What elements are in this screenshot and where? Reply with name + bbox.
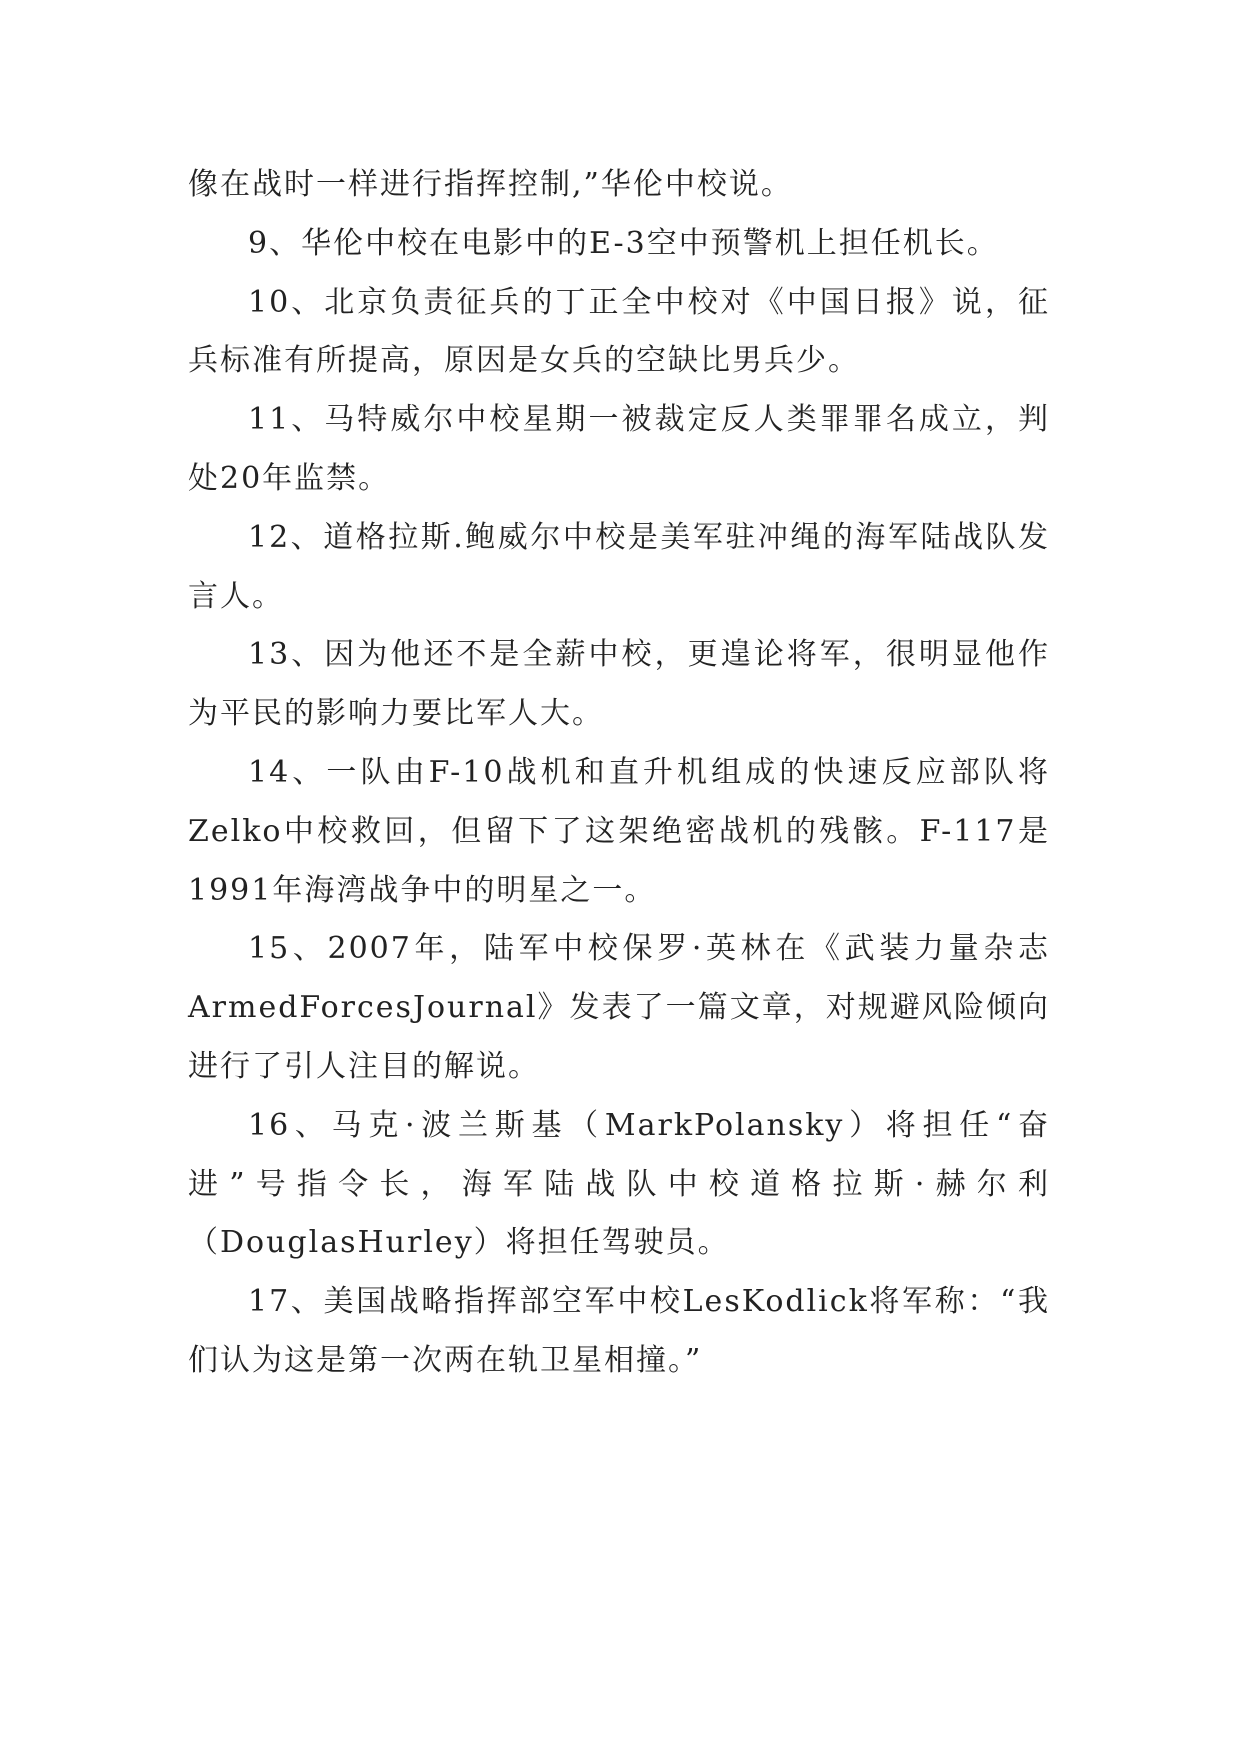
paragraph-11: 11、马特威尔中校星期一被裁定反人类罪罪名成立，判处20年监禁。: [188, 402, 1050, 496]
paragraph-10: 10、北京负责征兵的丁正全中校对《中国日报》说，征兵标准有所提高，原因是女兵的空缺比男兵少。: [188, 284, 1050, 379]
paragraph-13: 13、因为他还不是全薪中校，更遑论将军，很明显他作为平民的影响力要比军人大。: [188, 637, 1050, 732]
paragraph-9: 9、华伦中校在电影中的E-3空中预警机上担任机长。: [248, 225, 999, 261]
paragraph-14: 14、一队由F-10战机和直升机组成的快速反应部队将Zelko中校救回，但留下了这架绝密战机的残骸。F-117是1991年海湾战争中的明星之一。: [188, 754, 1050, 908]
paragraph-15: 15、2007年，陆军中校保罗·英林在《武装力量杂志ArmedForcesJournal》发表了一篇文章，对规避风险倾向进行了引人注目的解说。: [188, 931, 1050, 1084]
paragraph-17: 17、美国战略指挥部空军中校LesKodlick将军称：“我们认为这是第一次两在轨卫星相撞。”: [188, 1284, 1050, 1378]
body-text: [188, 156, 1050, 1391]
paragraph-12: 12、道格拉斯.鲍威尔中校是美军驻冲绳的海军陆战队发言人。: [188, 519, 1050, 614]
paragraph-8-tail: 像在战时一样进行指挥控制,”华伦中校说。: [188, 167, 793, 202]
paragraph-16: 16、马克·波兰斯基（MarkPolansky）将担任“奋进”号指令长，海军陆战队中校道格拉斯·赫尔利（DouglasHurley）将担任驾驶员。: [188, 1107, 1050, 1261]
